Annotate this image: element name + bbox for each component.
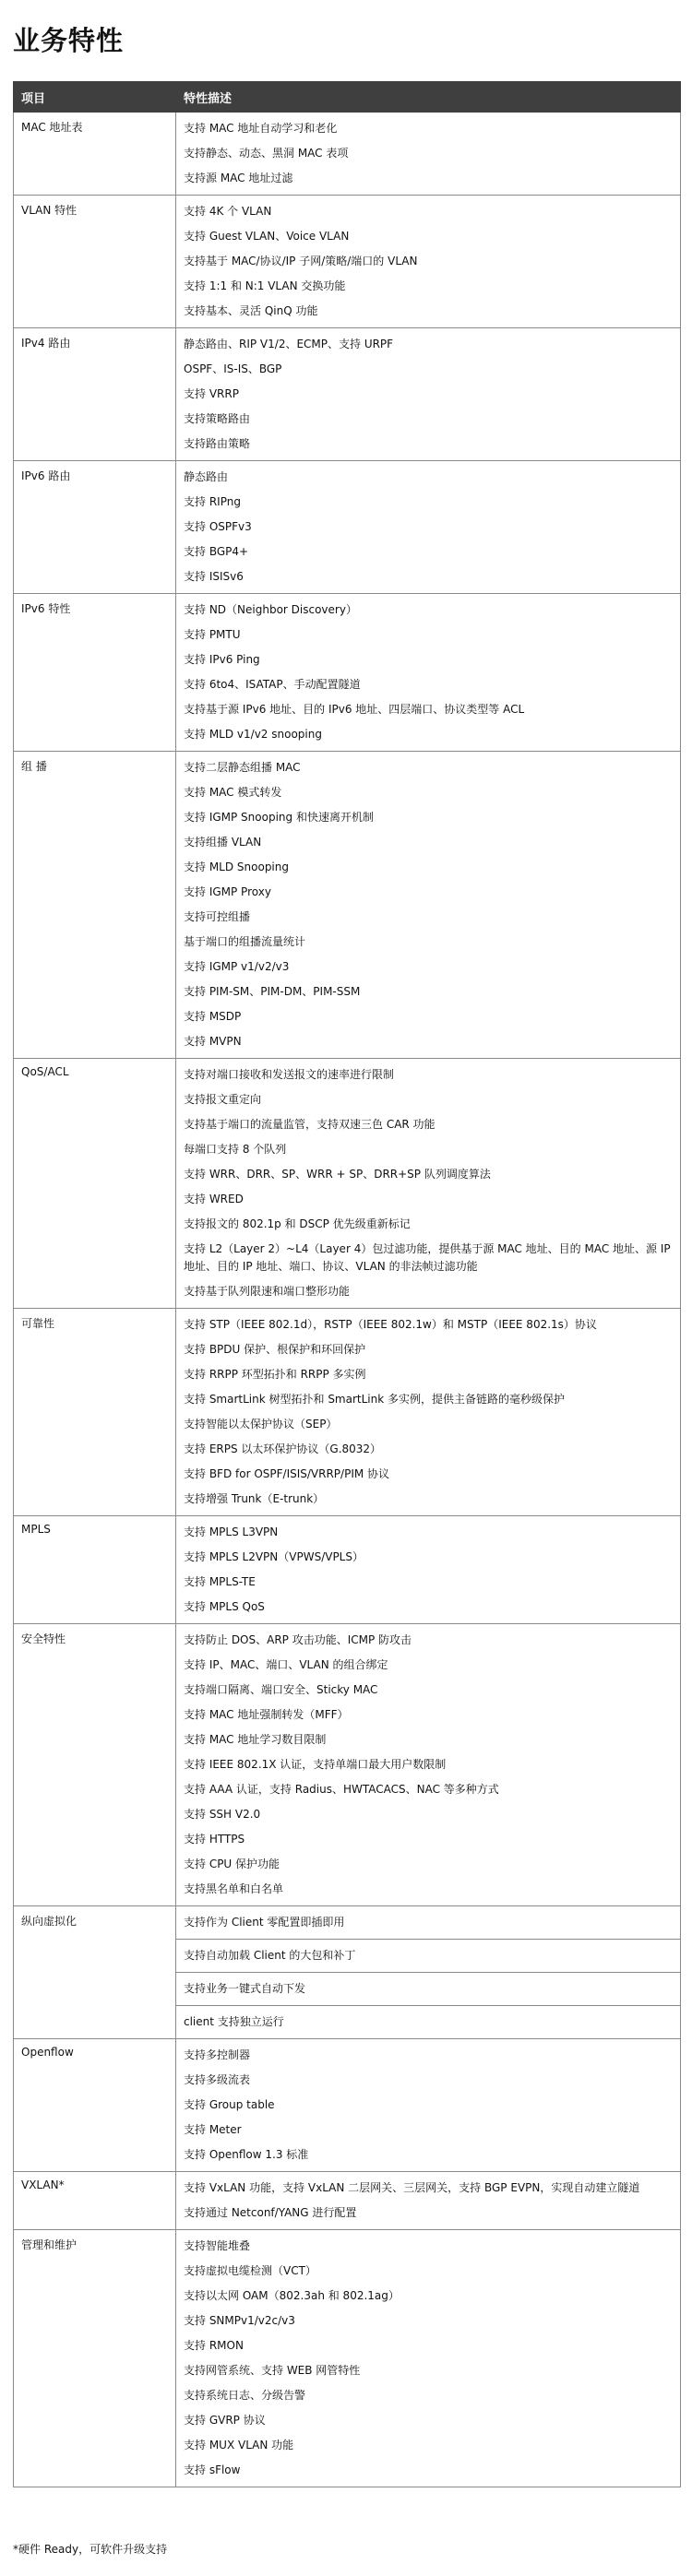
feature-item: 静态路由、RIP V1/2、ECMP、支持 URPF [184,338,394,350]
feature-item: 支持 IPv6 Ping [184,653,260,666]
feature-item: 支持 MAC 地址自动学习和老化 [184,122,338,135]
feature-cell [176,2230,681,2487]
table-row [14,1059,681,1309]
feature-item: 支持 RMON [184,2339,244,2352]
feature-item: 支持 SSH V2.0 [184,1808,261,1821]
feature-spec-table [13,81,681,2487]
feature-item: client 支持独立运行 [184,2015,284,2028]
feature-cell [176,2006,681,2039]
feature-item: 支持防止 DOS、ARP 攻击功能、ICMP 防攻击 [184,1633,412,1646]
feature-item: 支持 1:1 和 N:1 VLAN 交换功能 [184,279,346,292]
feature-item: 支持 IGMP Proxy [184,885,271,898]
feature-cell [176,461,681,594]
feature-item: 支持通过 Netconf/YANG 进行配置 [184,2206,357,2219]
category-cell: 组 播 [14,752,176,1059]
category-cell: 安全特性 [14,1624,176,1906]
feature-item: 支持 RRPP 环型拓扑和 RRPP 多实例 [184,1368,366,1381]
table-row [14,461,681,594]
feature-item: 支持 MLD Snooping [184,861,289,873]
feature-item: 支持 AAA 认证，支持 Radius、HWTACACS、NAC 等多种方式 [184,1783,499,1796]
category-cell: MAC 地址表 [14,113,176,196]
feature-item: 支持 STP（IEEE 802.1d），RSTP（IEEE 802.1w）和 MSTP（IEEE 802.1s）协议 [184,1318,597,1331]
feature-item: 支持基于队列限速和端口整形功能 [184,1285,351,1298]
table-row [14,196,681,328]
feature-item: 支持 MVPN [184,1035,242,1048]
feature-item: 支持 MAC 模式转发 [184,786,282,799]
feature-item: 支持 MAC 地址强制转发（MFF） [184,1708,349,1721]
page-title: 业务特性 [13,25,125,56]
table-row [14,1309,681,1516]
feature-cell [176,1906,681,1940]
category-cell: IPv4 路由 [14,328,176,461]
feature-item: 支持 WRED [184,1193,244,1205]
feature-item: 支持基于端口的流量监管，支持双速三色 CAR 功能 [184,1118,435,1131]
footnote: *硬件 Ready，可软件升级支持 [13,2543,168,2556]
feature-item: 支持增强 Trunk（E-trunk） [184,1492,325,1505]
category-cell: 可靠性 [14,1309,176,1516]
feature-item: 支持 Openflow 1.3 标准 [184,2148,309,2161]
feature-item: 静态路由 [184,470,229,483]
category-cell: IPv6 路由 [14,461,176,594]
feature-cell [176,752,681,1059]
feature-item: 支持 IGMP v1/v2/v3 [184,960,290,973]
feature-item: 支持 Group table [184,2098,275,2111]
feature-item: 支持 CPU 保护功能 [184,1858,280,1870]
table-row [14,1906,681,1940]
feature-item: 支持 MPLS L3VPN [184,1525,279,1538]
feature-item: 支持 BGP4+ [184,545,249,558]
feature-item: 支持 MUX VLAN 功能 [184,2439,294,2451]
feature-item: 支持 PMTU [184,628,241,641]
feature-item: 支持 sFlow [184,2463,241,2476]
table-row [14,1516,681,1624]
feature-cell [176,1516,681,1624]
feature-item: 支持二层静态组播 MAC [184,761,301,774]
feature-item: 支持基本、灵活 QinQ 功能 [184,304,318,317]
header-features: 特性描述 [176,82,681,113]
feature-item: 支持报文重定向 [184,1093,262,1106]
feature-cell [176,1059,681,1309]
feature-item: 支持以太网 OAM（802.3ah 和 802.1ag） [184,2289,400,2302]
feature-item: 支持 MPLS QoS [184,1600,265,1613]
category-cell: Openflow [14,2039,176,2172]
feature-item: 支持 MSDP [184,1010,242,1023]
feature-cell [176,1309,681,1516]
feature-cell [176,594,681,752]
feature-item: 支持 IGMP Snooping 和快速离开机制 [184,811,374,824]
feature-item: 支持 VRRP [184,387,239,400]
feature-item: 支持 WRR、DRR、SP、WRR + SP、DRR+SP 队列调度算法 [184,1168,491,1181]
feature-item: 支持系统日志、分级告警 [184,2389,306,2402]
feature-item: 支持多控制器 [184,2048,251,2061]
feature-cell [176,2172,681,2230]
feature-item: 支持网管系统、支持 WEB 网管特性 [184,2364,361,2377]
feature-item: 支持业务一键式自动下发 [184,1982,306,1995]
feature-item: 支持智能以太保护协议（SEP） [184,1418,338,1430]
feature-item: 支持 SNMPv1/v2c/v3 [184,2314,295,2327]
feature-cell [176,328,681,461]
feature-item: 基于端口的组播流量统计 [184,935,306,948]
feature-item: 支持 VxLAN 功能，支持 VxLAN 二层网关、三层网关，支持 BGP EVPN，实现自动建立隧道 [184,2181,640,2194]
feature-cell [176,1940,681,1973]
feature-item: 支持 IP、MAC、端口、VLAN 的组合绑定 [184,1658,388,1671]
feature-item: 支持报文的 802.1p 和 DSCP 优先级重新标记 [184,1217,411,1230]
feature-item: 支持 HTTPS [184,1833,245,1846]
category-cell: IPv6 特性 [14,594,176,752]
feature-item: 支持源 MAC 地址过滤 [184,172,293,184]
feature-item: 支持 Meter [184,2123,242,2136]
feature-item: 支持端口隔离、端口安全、Sticky MAC [184,1683,378,1696]
category-cell: 纵向虚拟化 [14,1906,176,2039]
feature-item: 支持基于源 IPv6 地址、目的 IPv6 地址、四层端口、协议类型等 ACL [184,703,525,716]
feature-item: 支持 OSPFv3 [184,520,252,533]
feature-item: 支持 6to4、ISATAP、手动配置隧道 [184,678,361,691]
feature-item: 支持 PIM-SM、PIM-DM、PIM-SSM [184,985,361,998]
feature-item: 支持可控组播 [184,910,251,923]
category-cell: VLAN 特性 [14,196,176,328]
feature-item: 每端口支持 8 个队列 [184,1143,287,1156]
feature-cell [176,113,681,196]
table-row [14,2230,681,2487]
header-category: 项目 [14,82,176,113]
feature-item: 支持策略路由 [184,412,251,425]
category-cell: MPLS [14,1516,176,1624]
feature-item: 支持 ND（Neighbor Discovery） [184,603,357,616]
table-row [14,1624,681,1906]
feature-item: 支持 MPLS-TE [184,1575,256,1588]
feature-item: 支持 4K 个 VLAN [184,205,272,218]
feature-item: 支持组播 VLAN [184,836,262,849]
feature-item: 支持对端口接收和发送报文的速率进行限制 [184,1068,395,1081]
feature-item: 支持 MAC 地址学习数目限制 [184,1733,327,1746]
feature-item: 支持基于 MAC/协议/IP 子网/策略/端口的 VLAN [184,255,418,267]
table-row [14,113,681,196]
feature-item: 支持 BPDU 保护、根保护和环回保护 [184,1343,366,1356]
feature-item: 支持静态、动态、黑洞 MAC 表项 [184,147,349,160]
table-row [14,752,681,1059]
feature-item: 支持 BFD for OSPF/ISIS/VRRP/PIM 协议 [184,1467,390,1480]
feature-item: 支持 RIPng [184,495,241,508]
feature-cell [176,196,681,328]
feature-cell [176,2039,681,2172]
table-row [14,328,681,461]
feature-item: 支持 MPLS L2VPN（VPWS/VPLS） [184,1550,364,1563]
feature-item: 支持作为 Client 零配置即插即用 [184,1916,345,1929]
table-body [14,113,681,2487]
feature-item: 支持 IEEE 802.1X 认证，支持单端口最大用户数限制 [184,1758,447,1771]
feature-item: 支持 MLD v1/v2 snooping [184,728,322,741]
table-row [14,2039,681,2172]
feature-item: 支持 SmartLink 树型拓扑和 SmartLink 多实例，提供主备链路的毫秒级保护 [184,1393,566,1406]
feature-item: 支持 Guest VLAN、Voice VLAN [184,230,350,243]
feature-item: 支持 ERPS 以太环保护协议（G.8032） [184,1442,382,1455]
feature-item: 支持 GVRP 协议 [184,2414,266,2427]
feature-item: 支持多级流表 [184,2073,251,2086]
feature-cell [176,1973,681,2006]
feature-item: 支持智能堆叠 [184,2239,251,2252]
category-cell: VXLAN* [14,2172,176,2230]
feature-cell [176,1624,681,1906]
table-header-row [14,82,681,113]
feature-item: 支持 L2（Layer 2）~L4（Layer 4）包过滤功能，提供基于源 MAC 地址、目的 MAC 地址、源 IP 地址、目的 IP 地址、端口、协议、VLAN 的非法帧过滤功能 [184,1242,671,1273]
table-row [14,2172,681,2230]
feature-item: 支持 ISISv6 [184,570,244,583]
feature-item: 支持黑名单和白名单 [184,1882,284,1895]
category-cell: 管理和维护 [14,2230,176,2487]
feature-item: 支持自动加载 Client 的大包和补丁 [184,1949,356,1962]
feature-item: OSPF、IS-IS、BGP [184,362,282,375]
table-row [14,594,681,752]
feature-item: 支持路由策略 [184,437,251,450]
feature-item: 支持虚拟电缆检测（VCT） [184,2264,316,2277]
category-cell: QoS/ACL [14,1059,176,1309]
